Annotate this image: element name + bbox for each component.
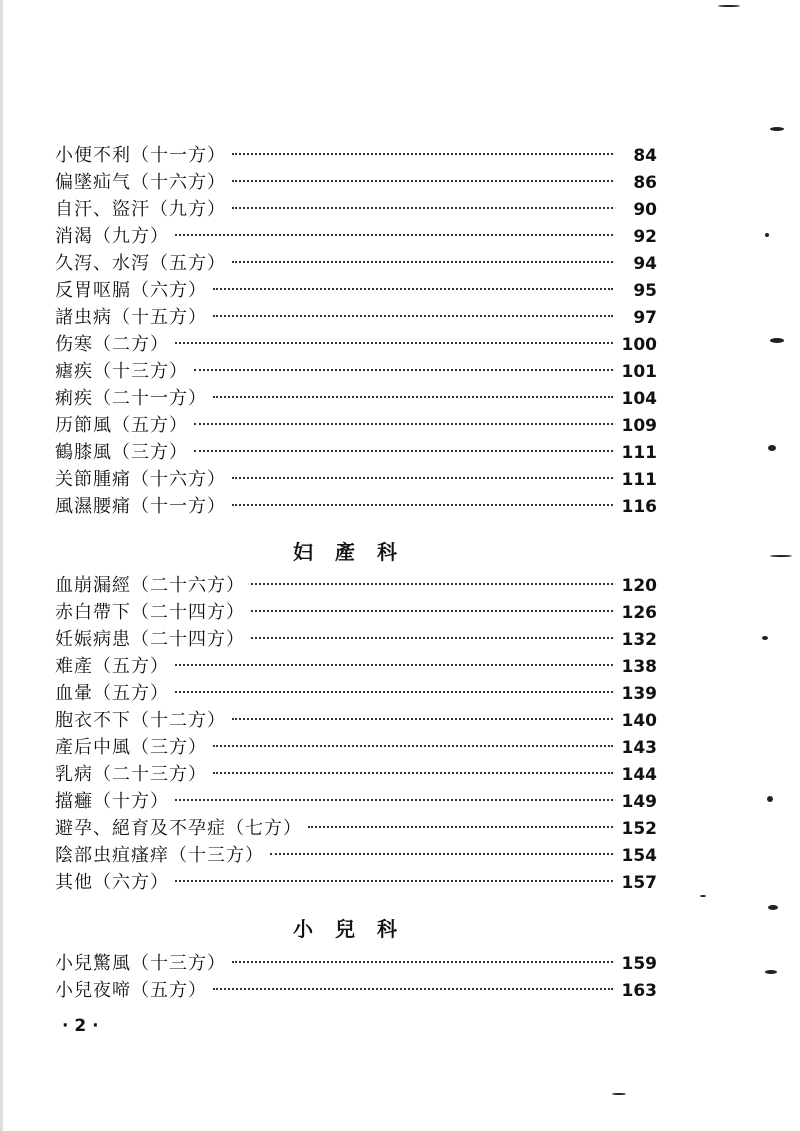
toc-entry (55, 761, 657, 788)
toc-entry-page: 97 (633, 308, 657, 328)
toc-entry (55, 439, 657, 466)
toc-entry-page: 104 (621, 389, 657, 409)
toc-entry (55, 493, 657, 520)
toc-section-general (55, 142, 657, 520)
toc-entry-title: 諸虫病（十五方） (55, 307, 207, 328)
toc-entry-page: 100 (621, 335, 657, 355)
toc-entry (55, 358, 657, 385)
toc-entry (55, 707, 657, 734)
scan-speck (765, 233, 769, 237)
toc-entry-page: 144 (621, 765, 657, 785)
toc-leader (232, 261, 613, 263)
toc-entry-title: 赤白帶下（二十四方） (55, 602, 245, 623)
toc-section-gynecology (55, 572, 657, 896)
toc-entry-title: 妊娠病患（二十四方） (55, 629, 245, 650)
toc-entry-title: 历節風（五方） (55, 415, 188, 436)
scan-speck (700, 895, 706, 897)
toc-entry-page: 111 (621, 470, 657, 490)
toc-entry-title: 乳病（二十三方） (55, 764, 207, 785)
toc-entry-page: 138 (621, 657, 657, 677)
toc-entry-title: 其他（六方） (55, 872, 169, 893)
toc-entry-page: 111 (621, 443, 657, 463)
scan-speck (612, 1093, 626, 1095)
toc-entry-page: 157 (621, 873, 657, 893)
toc-entry-page: 152 (621, 819, 657, 839)
toc-leader (251, 610, 613, 612)
toc-entry-title: 痢疾（二十一方） (55, 388, 207, 409)
toc-leader (175, 691, 613, 693)
toc-entry (55, 277, 657, 304)
toc-leader (175, 799, 613, 801)
toc-leader (251, 637, 613, 639)
toc-entry (55, 304, 657, 331)
scan-speck (768, 445, 776, 451)
toc-leader (213, 315, 613, 317)
toc-entry-title: 久泻、水泻（五方） (55, 253, 226, 274)
toc-section-pediatrics (55, 950, 657, 1004)
toc-entry-page: 132 (621, 630, 657, 650)
scan-edge (0, 0, 3, 1131)
toc-entry-title: 小便不利（十一方） (55, 145, 226, 166)
toc-entry-page: 126 (621, 603, 657, 623)
toc-leader (175, 880, 613, 882)
toc-entry-page: 86 (633, 173, 657, 193)
toc-entry-page: 109 (621, 416, 657, 436)
toc-entry (55, 842, 657, 869)
toc-entry-page: 84 (633, 146, 657, 166)
toc-leader (232, 180, 613, 182)
toc-entry-title: 胞衣不下（十二方） (55, 710, 226, 731)
toc-leader (232, 153, 613, 155)
toc-leader (232, 207, 613, 209)
scan-speck (770, 555, 792, 557)
toc-entry-page: 116 (621, 497, 657, 517)
scan-speck (765, 970, 777, 974)
toc-leader (232, 504, 613, 506)
toc-entry-page: 163 (621, 981, 657, 1001)
toc-entry (55, 680, 657, 707)
scan-speck (718, 5, 740, 7)
toc-entry (55, 142, 657, 169)
toc-entry (55, 169, 657, 196)
toc-leader (251, 583, 613, 585)
toc-entry (55, 869, 657, 896)
toc-entry-title: 瘧疾（十三方） (55, 361, 188, 382)
toc-entry-page: 120 (621, 576, 657, 596)
toc-entry-page: 101 (621, 362, 657, 382)
toc-entry (55, 815, 657, 842)
toc-leader (194, 450, 613, 452)
toc-entry-title: 風濕腰痛（十一方） (55, 496, 226, 517)
toc-entry (55, 223, 657, 250)
toc-leader (213, 988, 613, 990)
scan-speck (768, 905, 778, 910)
toc-entry-title: 自汗、盜汗（九方） (55, 199, 226, 220)
toc-entry (55, 466, 657, 493)
page-number: · 2 · (62, 1016, 99, 1036)
toc-leader (213, 288, 613, 290)
toc-leader (175, 234, 613, 236)
scan-speck (770, 127, 784, 131)
toc-leader (213, 772, 613, 774)
toc-entry (55, 196, 657, 223)
toc-entry-title: 小兒驚風（十三方） (55, 953, 226, 974)
toc-entry-title: 鶴膝風（三方） (55, 442, 188, 463)
toc-entry (55, 977, 657, 1004)
toc-entry-page: 149 (621, 792, 657, 812)
toc-entry (55, 734, 657, 761)
toc-entry (55, 331, 657, 358)
toc-entry (55, 626, 657, 653)
toc-entry (55, 653, 657, 680)
toc-entry-page: 140 (621, 711, 657, 731)
toc-entry-title: 擋癰（十方） (55, 791, 169, 812)
toc-entry-title: 血暈（五方） (55, 683, 169, 704)
toc-entry-title: 避孕、絕育及不孕症（七方） (55, 818, 302, 839)
toc-entry (55, 385, 657, 412)
toc-leader (232, 718, 613, 720)
toc-entry (55, 572, 657, 599)
section-heading-gynecology: 妇產科 (293, 540, 419, 564)
toc-leader (175, 342, 613, 344)
toc-leader (213, 745, 613, 747)
toc-leader (213, 396, 613, 398)
toc-entry-page: 154 (621, 846, 657, 866)
toc-entry-title: 偏墜疝气（十六方） (55, 172, 226, 193)
scan-speck (770, 338, 784, 343)
toc-entry-title: 反胃呕膈（六方） (55, 280, 207, 301)
toc-entry-page: 94 (633, 254, 657, 274)
toc-entry-title: 產后中風（三方） (55, 737, 207, 758)
toc-entry-title: 陰部虫疽瘙痒（十三方） (55, 845, 264, 866)
toc-leader (194, 423, 613, 425)
toc-entry-page: 95 (633, 281, 657, 301)
toc-leader (175, 664, 613, 666)
scan-speck (762, 636, 768, 640)
toc-entry-page: 143 (621, 738, 657, 758)
toc-entry-title: 关節腫痛（十六方） (55, 469, 226, 490)
toc-leader (308, 826, 613, 828)
toc-entry-page: 90 (633, 200, 657, 220)
toc-entry-title: 伤寒（二方） (55, 334, 169, 355)
toc-entry-title: 难產（五方） (55, 656, 169, 677)
toc-entry-title: 血崩漏經（二十六方） (55, 575, 245, 596)
toc-entry-title: 小兒夜啼（五方） (55, 980, 207, 1001)
toc-entry-page: 159 (621, 954, 657, 974)
toc-leader (270, 853, 613, 855)
toc-leader (232, 477, 613, 479)
toc-entry-page: 139 (621, 684, 657, 704)
toc-leader (232, 961, 613, 963)
toc-entry (55, 950, 657, 977)
toc-entry (55, 250, 657, 277)
toc-entry (55, 412, 657, 439)
toc-entry-title: 消渴（九方） (55, 226, 169, 247)
toc-entry (55, 788, 657, 815)
toc-entry (55, 599, 657, 626)
toc-entry-page: 92 (633, 227, 657, 247)
toc-leader (194, 369, 613, 371)
scan-speck (767, 796, 773, 802)
section-heading-pediatrics: 小兒科 (293, 917, 419, 941)
